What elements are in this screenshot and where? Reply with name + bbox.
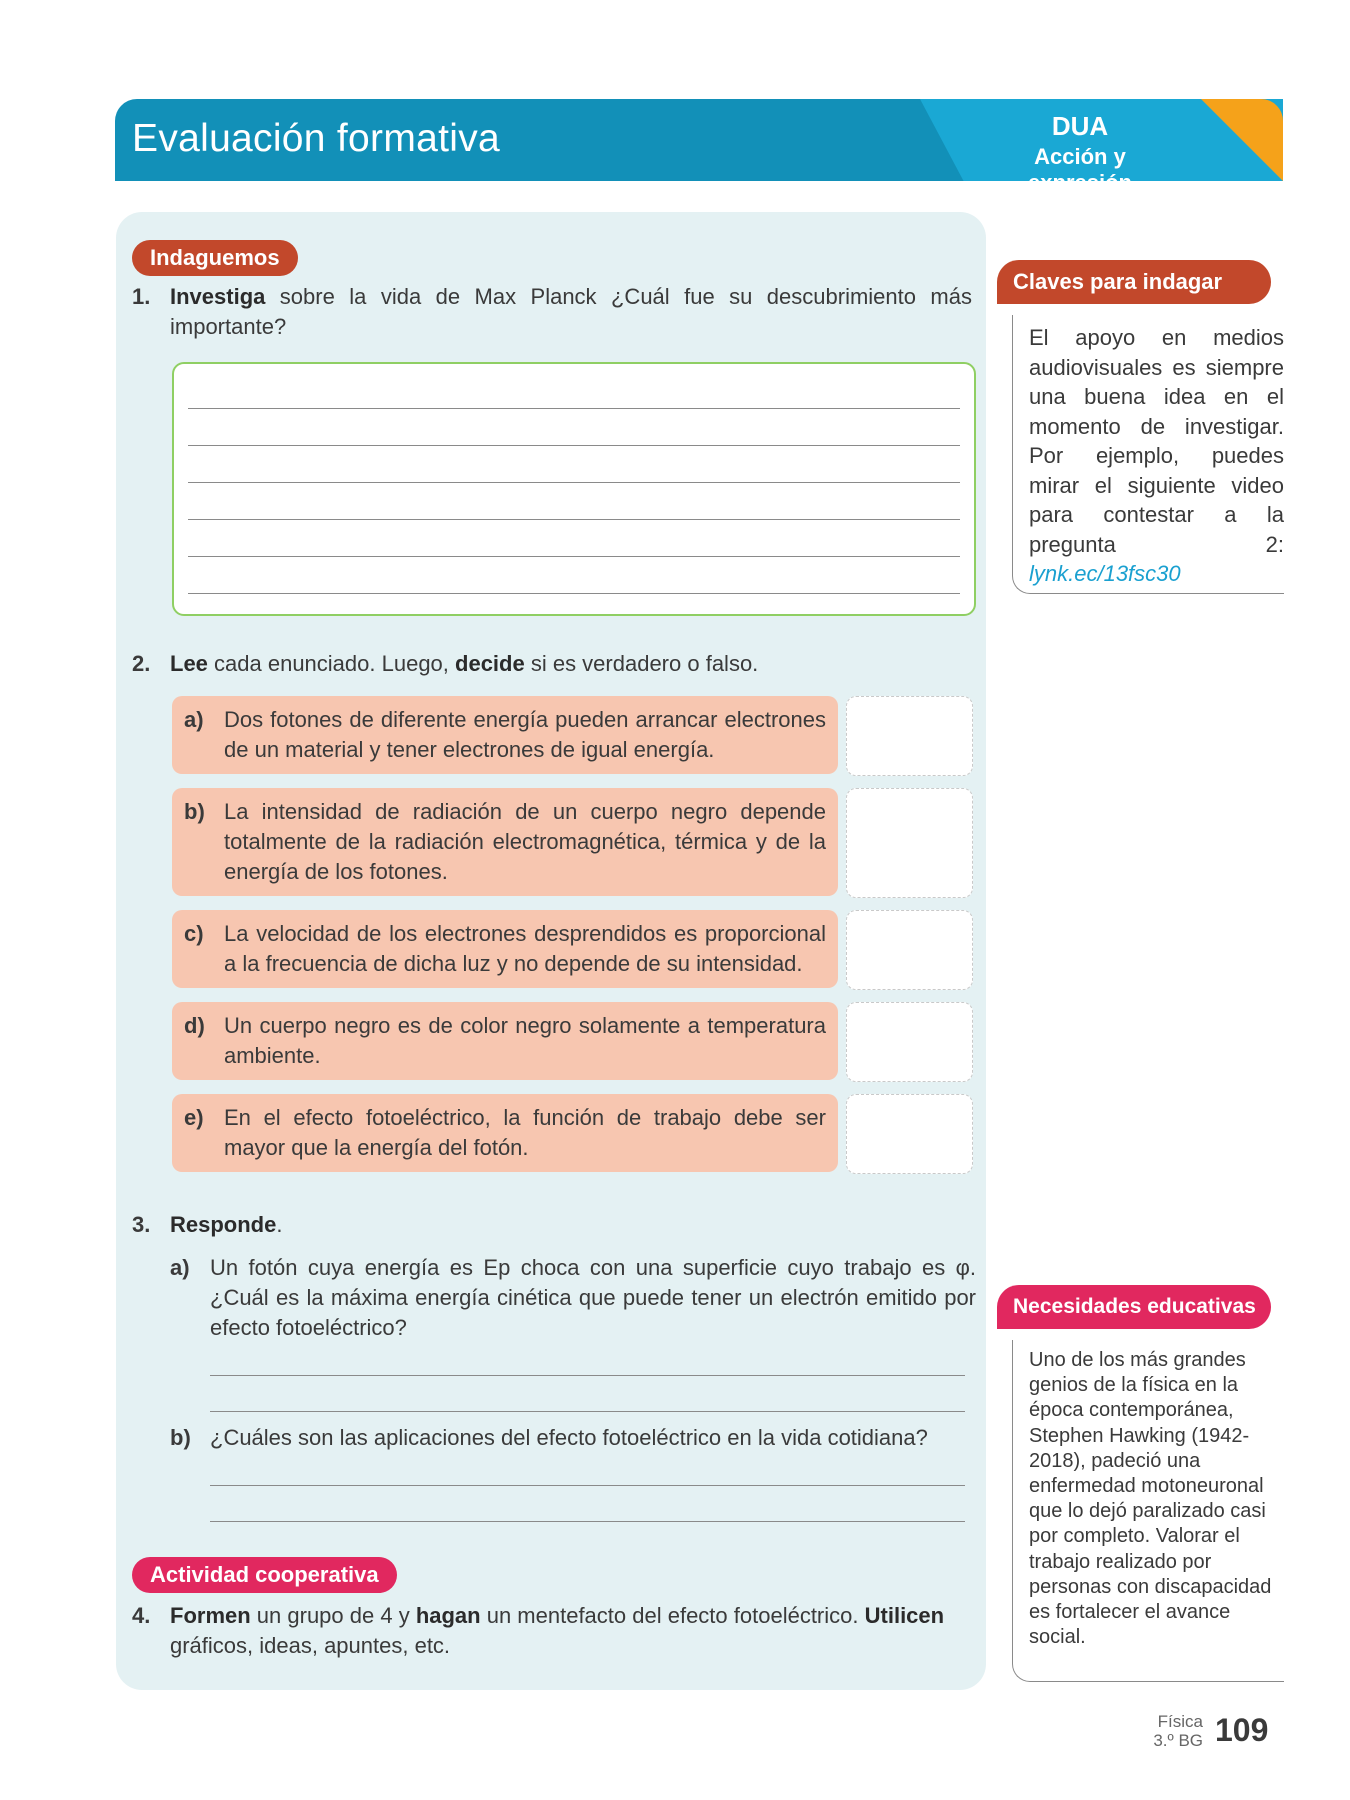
- question-4-verb-2: hagan: [415, 1603, 481, 1628]
- answer-line: [188, 593, 960, 594]
- true-false-answer-box[interactable]: [846, 788, 973, 898]
- indaguemos-label: Indaguemos: [132, 240, 298, 276]
- dua-subtitle: Acción y expresión: [1028, 144, 1132, 195]
- question-4: [132, 1601, 977, 1661]
- statement-letter: d): [184, 1013, 205, 1038]
- question-4-text-1: un grupo de 4 y: [250, 1603, 416, 1628]
- section-title: Evaluación formativa: [132, 117, 501, 160]
- section-header: [115, 99, 1283, 195]
- question-2-number: 2.: [132, 651, 151, 676]
- statement-c: [172, 910, 838, 988]
- answer-line[interactable]: [210, 1411, 965, 1412]
- answer-line: [188, 482, 960, 483]
- answer-line[interactable]: [210, 1521, 965, 1522]
- statement-letter: e): [184, 1105, 204, 1130]
- statement-text: La intensidad de radiación de un cuerpo negro depende totalmente de la radiación electromagnética, térmica y de la energía de los fotones.: [224, 799, 826, 884]
- actividad-cooperativa-label: Actividad cooperativa: [132, 1557, 397, 1593]
- footer-grade: 3.º BG: [1153, 1731, 1203, 1750]
- statement-text: Un cuerpo negro es de color negro solamente a temperatura ambiente.: [224, 1013, 826, 1068]
- necesidades-educativas-title: Necesidades educativas: [997, 1285, 1271, 1329]
- claves-text: El apoyo en medios audiovisuales es siempre una buena idea en el momento de investigar. Por ejemplo, puedes mirar el siguiente video para contestar a la pregunta 2:: [1029, 325, 1284, 557]
- question-3b-text: ¿Cuáles son las aplicaciones del efecto fotoeléctrico en la vida cotidiana?: [210, 1425, 928, 1450]
- question-1-number: 1.: [132, 284, 151, 309]
- question-2-text-1: cada enunciado. Luego,: [207, 651, 456, 676]
- question-2-verb-1: Lee: [170, 651, 208, 676]
- question-3a-letter: a): [170, 1255, 190, 1280]
- true-false-answer-box[interactable]: [846, 910, 973, 990]
- necesidades-educativas-box: [1012, 1340, 1284, 1682]
- dua-title: DUA: [1051, 111, 1109, 141]
- statement-text: La velocidad de los electrones desprendidos es proporcional a la frecuencia de dicha luz y no depende de su intensidad.: [224, 921, 826, 976]
- answer-line: [188, 445, 960, 446]
- question-4-text-3: gráficos, ideas, apuntes, etc.: [170, 1633, 451, 1658]
- claves-para-indagar-title: Claves para indagar: [997, 260, 1271, 304]
- question-4-text-2: un mentefacto del efecto fotoeléctrico.: [480, 1603, 865, 1628]
- question-4-verb-3: Utilicen: [864, 1603, 945, 1628]
- video-link[interactable]: lynk.ec/13fsc30: [1029, 561, 1181, 586]
- question-3-number: 3.: [132, 1212, 151, 1237]
- statement-a: [172, 696, 838, 774]
- claves-para-indagar-box: [1012, 315, 1284, 594]
- question-3: [132, 1210, 972, 1240]
- question-1-answer-box[interactable]: [172, 362, 976, 616]
- statement-letter: a): [184, 707, 204, 732]
- statement-letter: b): [184, 799, 205, 824]
- question-3a: [170, 1253, 976, 1343]
- question-3b-letter: b): [170, 1425, 191, 1450]
- footer-subject: [1153, 1712, 1203, 1750]
- question-3a-text: Un fotón cuya energía es Ep choca con una superficie cuyo trabajo es φ. ¿Cuál es la máxima energía cinética que puede tener un electrón emitido por efecto fotoeléctrico?: [210, 1255, 976, 1340]
- statement-e: [172, 1094, 838, 1172]
- question-2: [132, 649, 972, 679]
- answer-line: [188, 556, 960, 557]
- statement-text: Dos fotones de diferente energía pueden arrancar electrones de un material y tener electrones de igual energía.: [224, 707, 826, 762]
- answer-line[interactable]: [210, 1485, 965, 1486]
- question-1: [132, 282, 972, 342]
- question-3-verb: Responde: [170, 1212, 277, 1237]
- answer-line: [188, 408, 960, 409]
- question-4-number: 4.: [132, 1603, 151, 1628]
- statement-b: [172, 788, 838, 896]
- question-3b: [170, 1423, 976, 1453]
- statement-text: En el efecto fotoeléctrico, la función de trabajo debe ser mayor que la energía del fotón.: [224, 1105, 826, 1160]
- necesidades-text: Uno de los más grandes genios de la física en la época contemporánea, Stephen Hawking (1942-2018), padeció una enfermedad motoneuronal que lo dejó paralizado casi por completo. Valorar el trabajo realizado por personas con discapacidad es fortalecer el avance social.: [1029, 1349, 1272, 1649]
- page-number: 109: [1215, 1712, 1269, 1748]
- footer-subject-name: Física: [1157, 1712, 1203, 1731]
- question-2-text-2: si es verdadero o falso.: [524, 651, 759, 676]
- question-3-period: .: [276, 1212, 283, 1237]
- question-4-verb-1: Formen: [170, 1603, 251, 1628]
- statement-d: [172, 1002, 838, 1080]
- answer-line[interactable]: [210, 1375, 965, 1376]
- question-1-text: sobre la vida de Max Planck ¿Cuál fue su descubrimiento más importante?: [170, 284, 972, 339]
- statement-letter: c): [184, 921, 204, 946]
- question-1-verb: Investiga: [170, 284, 266, 309]
- answer-line: [188, 519, 960, 520]
- true-false-answer-box[interactable]: [846, 696, 973, 776]
- question-2-verb-2: decide: [455, 651, 525, 676]
- true-false-answer-box[interactable]: [846, 1002, 973, 1082]
- true-false-answer-box[interactable]: [846, 1094, 973, 1174]
